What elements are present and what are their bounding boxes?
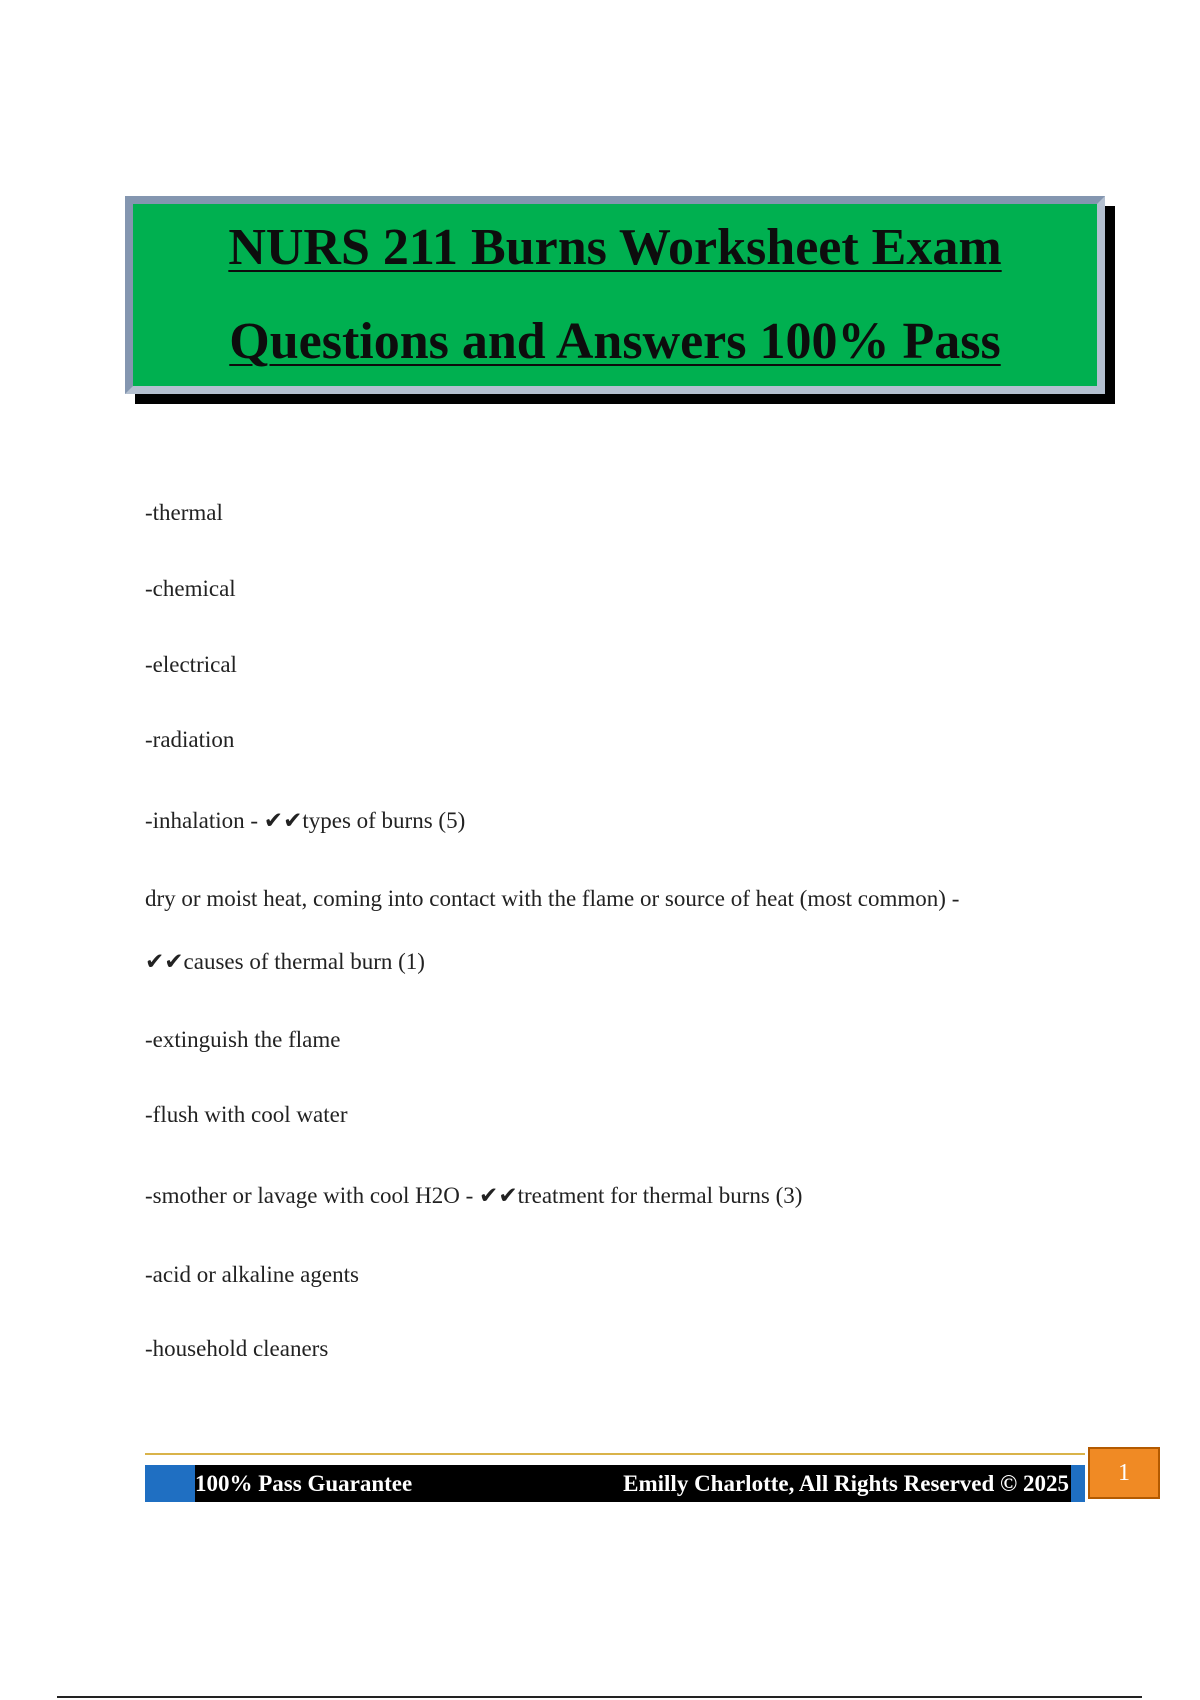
body-line: -inhalation - ✔✔types of burns (5) [145,808,466,833]
body-line: -flush with cool water [145,1102,348,1127]
body-line: -electrical [145,652,237,677]
title-banner [125,196,1105,394]
footer-copyright-text: Emilly Charlotte, All Rights Reserved © 2025 [623,1471,1069,1496]
body-line: -thermal [145,500,223,525]
title-box [125,196,1105,394]
footer-guarantee-text: 100% Pass Guarantee [195,1471,413,1496]
body-line: ✔✔causes of thermal burn (1) [145,949,425,974]
body-line: dry or moist heat, coming into contact with the flame or source of heat (most common) - [145,886,960,911]
body-line: -smother or lavage with cool H2O - ✔✔treatment for thermal burns (3) [145,1183,803,1208]
body-line: -radiation [145,727,235,752]
page-number-badge: 1 [1088,1447,1160,1499]
body-line: -household cleaners [145,1336,329,1361]
page-edge-line [57,1696,1142,1698]
body-line: -chemical [145,576,236,601]
footer-bar [145,1465,1085,1502]
footer-rule [145,1453,1085,1455]
footer-accent-right [1071,1465,1085,1502]
footer-accent-left [145,1465,195,1502]
document-title-line-2: Questions and Answers 100% Pass [229,313,1001,370]
body-line: -acid or alkaline agents [145,1262,359,1287]
body-line: -extinguish the flame [145,1027,341,1052]
document-title-line-1: NURS 211 Burns Worksheet Exam [228,219,1002,276]
